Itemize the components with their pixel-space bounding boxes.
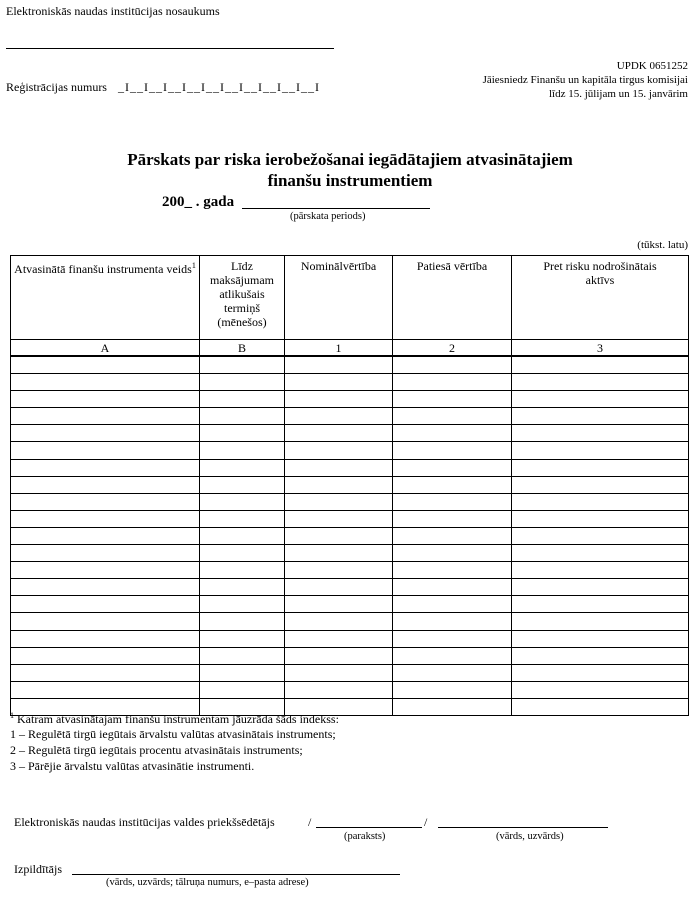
table-cell[interactable] [285, 493, 393, 510]
table-cell[interactable] [200, 630, 285, 647]
table-cell[interactable] [285, 647, 393, 664]
table-cell[interactable] [200, 510, 285, 527]
table-cell[interactable] [393, 510, 512, 527]
report-table [10, 255, 689, 716]
form-code: UPDK 0651252 [616, 60, 688, 72]
table-cell[interactable] [11, 493, 200, 510]
table-cell[interactable] [393, 391, 512, 408]
table-cell[interactable] [393, 374, 512, 391]
table-body [11, 356, 689, 715]
footnote-marker: 1 [10, 711, 14, 720]
table-row [11, 562, 689, 579]
table-cell[interactable] [393, 647, 512, 664]
report-year: 200_ . gada [162, 194, 235, 210]
submit-note-line-2: līdz 15. jūlijam un 15. janvārim [548, 88, 688, 100]
table-cell[interactable] [200, 425, 285, 442]
footnote-item: 2 – Regulētā tirgū iegūtais procentu atvasinātais instruments; [10, 743, 303, 757]
table-cell[interactable] [11, 630, 200, 647]
executor-caption: (vārds, uzvārds; tālruņa numurs, e–pasta adrese) [106, 877, 309, 888]
footnote-item: 1 – Regulētā tirgū iegūtais ārvalstu valūtas atvasinātais instruments; [10, 727, 336, 741]
table-cell[interactable] [11, 527, 200, 544]
table-cell[interactable] [200, 613, 285, 630]
table-cell[interactable] [285, 545, 393, 562]
table-cell[interactable] [512, 562, 689, 579]
table-row [11, 356, 689, 374]
table-cell[interactable] [512, 425, 689, 442]
table-cell[interactable] [393, 664, 512, 681]
column-header-remaining-term: Līdz maksājumam atlikušais termiņš (mēnešos) [200, 256, 285, 340]
table-row [11, 527, 689, 544]
table-cell[interactable] [285, 630, 393, 647]
table-cell[interactable] [200, 408, 285, 425]
table-header-row [11, 256, 689, 340]
report-period-caption: (pārskata periods) [290, 211, 366, 222]
column-code: A [11, 340, 200, 357]
table-cell[interactable] [11, 391, 200, 408]
table-cell[interactable] [11, 613, 200, 630]
table-cell[interactable] [200, 562, 285, 579]
table-cell[interactable] [512, 408, 689, 425]
table-row [11, 630, 689, 647]
table-cell[interactable] [200, 391, 285, 408]
registration-label: Reģistrācijas numurs [6, 80, 107, 94]
table-cell[interactable] [11, 459, 200, 476]
table-cell[interactable] [512, 698, 689, 715]
table-cell[interactable] [200, 647, 285, 664]
table-cell[interactable] [285, 476, 393, 493]
table-row [11, 664, 689, 681]
table-row [11, 442, 689, 459]
table-cell[interactable] [11, 596, 200, 613]
report-period-field[interactable] [242, 208, 430, 209]
table-row [11, 596, 689, 613]
table-cell[interactable] [393, 579, 512, 596]
submit-note-line-1: Jāiesniedz Finanšu un kapitāla tirgus komisijai [482, 74, 688, 86]
table-cell[interactable] [11, 408, 200, 425]
table-cell[interactable] [512, 545, 689, 562]
table-cell[interactable] [11, 664, 200, 681]
table-cell[interactable] [200, 356, 285, 374]
table-cell[interactable] [285, 442, 393, 459]
slash-separator: / [308, 815, 312, 829]
table-row [11, 647, 689, 664]
column-code: 2 [393, 340, 512, 357]
table-row [11, 493, 689, 510]
table-cell[interactable] [11, 510, 200, 527]
table-cell[interactable] [285, 408, 393, 425]
table-cell[interactable] [285, 425, 393, 442]
table-cell[interactable] [512, 459, 689, 476]
table-row [11, 391, 689, 408]
table-cell[interactable] [285, 527, 393, 544]
table-cell[interactable] [11, 442, 200, 459]
table-cell[interactable] [11, 374, 200, 391]
table-cell[interactable] [200, 442, 285, 459]
column-code: B [200, 340, 285, 357]
table-cell[interactable] [512, 579, 689, 596]
column-header-instrument-type: Atvasinātā finanšu instrumenta veids$^1$ [11, 256, 200, 340]
institution-name-field[interactable] [6, 48, 334, 49]
executor-field[interactable] [72, 874, 400, 875]
table-cell[interactable] [512, 391, 689, 408]
table-cell[interactable] [512, 630, 689, 647]
table-cell[interactable] [11, 579, 200, 596]
table-cell[interactable] [393, 493, 512, 510]
table-cell[interactable] [393, 596, 512, 613]
table-cell[interactable] [393, 356, 512, 374]
table-cell[interactable] [393, 545, 512, 562]
table-cell[interactable] [512, 356, 689, 374]
table-cell[interactable] [393, 681, 512, 698]
footnote-intro [10, 711, 339, 727]
table-cell[interactable] [393, 698, 512, 715]
table-cell[interactable] [285, 459, 393, 476]
table-cell[interactable] [393, 613, 512, 630]
report-title-line-2: finanšu instrumentiem [267, 171, 433, 190]
column-code: 1 [285, 340, 393, 357]
table-cell[interactable] [393, 408, 512, 425]
table-cell[interactable] [200, 459, 285, 476]
table-cell[interactable] [285, 356, 393, 374]
column-code-row [11, 340, 689, 357]
table-cell[interactable] [200, 545, 285, 562]
table-cell[interactable] [11, 356, 200, 374]
table-cell[interactable] [285, 374, 393, 391]
table-row [11, 613, 689, 630]
table-cell[interactable] [11, 681, 200, 698]
table-cell[interactable] [11, 562, 200, 579]
footnote-intro-text: Katram atvasinātajam finanšu instrumentam jāuzrāda šāds indekss: [17, 712, 339, 726]
table-cell[interactable] [512, 681, 689, 698]
table-row [11, 408, 689, 425]
table-cell[interactable] [200, 681, 285, 698]
table-row [11, 681, 689, 698]
table-cell[interactable] [512, 510, 689, 527]
table-cell[interactable] [200, 493, 285, 510]
table-cell[interactable] [200, 374, 285, 391]
table-cell[interactable] [200, 664, 285, 681]
chairman-name-field[interactable] [438, 827, 608, 828]
executor-label: Izpildītājs [14, 862, 62, 876]
column-code: 3 [512, 340, 689, 357]
signature-caption: (paraksts) [344, 831, 386, 842]
table-cell[interactable] [200, 596, 285, 613]
table-row [11, 476, 689, 493]
table-cell[interactable] [200, 527, 285, 544]
table-cell[interactable] [285, 613, 393, 630]
table-cell[interactable] [512, 613, 689, 630]
table-row [11, 579, 689, 596]
table-row [11, 545, 689, 562]
table-cell[interactable] [285, 562, 393, 579]
table-cell[interactable] [285, 510, 393, 527]
table-cell[interactable] [393, 476, 512, 493]
table-cell[interactable] [285, 391, 393, 408]
table-cell[interactable] [200, 579, 285, 596]
table-cell[interactable] [512, 527, 689, 544]
table-cell[interactable] [393, 562, 512, 579]
table-cell[interactable] [11, 476, 200, 493]
table-row [11, 374, 689, 391]
institution-name-label: Elektroniskās naudas institūcijas nosaukums [6, 4, 220, 18]
table-cell[interactable] [285, 664, 393, 681]
column-header-fair-value: Patiesā vērtība [393, 256, 512, 340]
chairman-signature-field[interactable] [316, 827, 422, 828]
table-cell[interactable] [393, 442, 512, 459]
column-header-hedged-asset: Pret risku nodrošinātais aktīvs [512, 256, 689, 340]
registration-number-field[interactable]: _I__I__I__I__I__I__I__I__I__I__I [118, 80, 320, 94]
table-cell[interactable] [11, 425, 200, 442]
table-cell[interactable] [11, 647, 200, 664]
slash-separator: / [424, 815, 428, 829]
table-cell[interactable] [512, 374, 689, 391]
chairman-label: Elektroniskās naudas institūcijas valdes priekšsēdētājs [14, 815, 275, 829]
table-cell[interactable] [512, 476, 689, 493]
column-header-nominal-value: Nominālvērtība [285, 256, 393, 340]
table-cell[interactable] [512, 596, 689, 613]
table-row [11, 425, 689, 442]
table-cell[interactable] [512, 647, 689, 664]
table-cell[interactable] [393, 425, 512, 442]
table-cell[interactable] [285, 579, 393, 596]
name-caption: (vārds, uzvārds) [496, 831, 564, 842]
report-title-line-1: Pārskats par riska ierobežošanai iegādātajiem atvasinātajiem [127, 150, 573, 169]
table-cell[interactable] [285, 596, 393, 613]
footnote-item: 3 – Pārējie ārvalstu valūtas atvasinātie instrumenti. [10, 759, 255, 773]
table-cell[interactable] [285, 681, 393, 698]
table-cell[interactable] [393, 459, 512, 476]
table-cell[interactable] [11, 545, 200, 562]
table-row [11, 510, 689, 527]
table-cell[interactable] [512, 493, 689, 510]
table-row [11, 459, 689, 476]
table-cell[interactable] [200, 476, 285, 493]
table-cell[interactable] [512, 442, 689, 459]
table-cell[interactable] [393, 527, 512, 544]
table-cell[interactable] [512, 664, 689, 681]
currency-unit: (tūkst. latu) [637, 239, 688, 251]
table-cell[interactable] [393, 630, 512, 647]
